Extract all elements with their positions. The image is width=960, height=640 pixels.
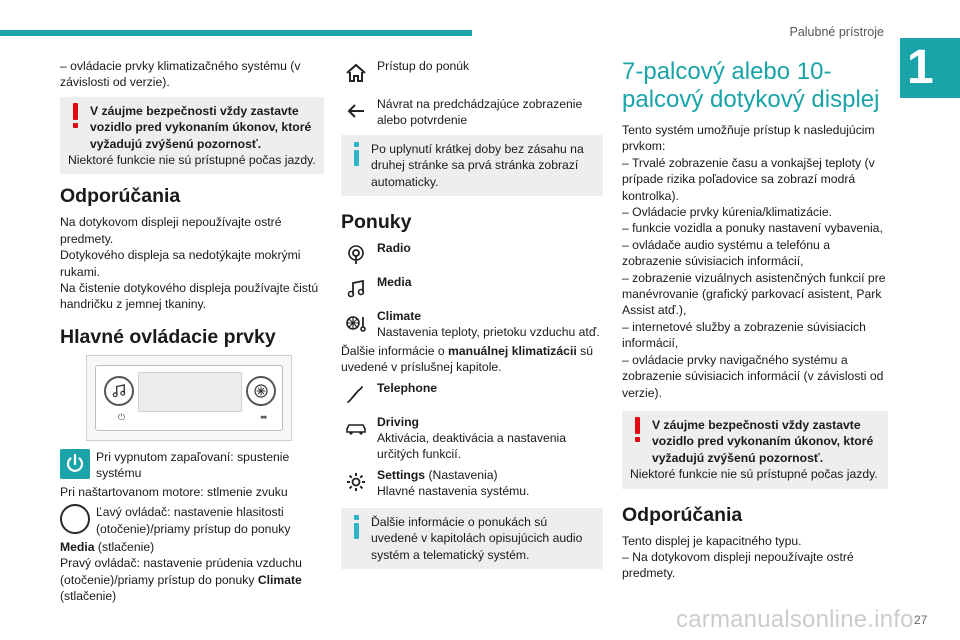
info-text-1: Po uplynutí krátkej doby bez zásahu na druhej stránke sa prvá stránka zobrazí automaticky. — [371, 141, 584, 189]
rec2-1: Tento displej je kapacitného typu. — [622, 533, 802, 548]
settings-desc: Hlavné nastavenia systému. — [377, 484, 530, 499]
knob-row — [60, 504, 324, 537]
rec2-2: – Na dotykovom displeji nepoužívajte ostré predmety. — [622, 549, 854, 581]
settings-text-block — [377, 467, 603, 500]
heading-main-controls: Hlavné ovládacie prvky — [60, 325, 276, 348]
warning-icon-2 — [635, 417, 641, 443]
running-header: Palubné prístroje — [789, 25, 884, 39]
climate-more-c: sú uvedené v príslušnej kapitole. — [341, 343, 593, 375]
warning-bold: V záujme bezpečnosti vždy zastavte vozidlo pred vykonaním úkonov, ktoré vyžadujú zvýšenú pozornosť. — [90, 103, 312, 151]
rec-1: Na dotykovom displeji nepoužívajte ostré predmety. — [60, 215, 282, 246]
driving-text-block — [377, 414, 603, 463]
panel-power-icon: ⏻ — [118, 412, 126, 423]
power-icon — [60, 449, 90, 479]
panel-usb-icon: ⬌ — [260, 412, 268, 423]
info-text-2: Ďalšie informácie o ponukách sú uvedené v kapitolách opisujúcich audio systém a telematický systém. — [371, 514, 583, 562]
display-item-5: – zobrazenie vizuálnych asistenčných funkcií pre manévrovanie (grafický parkovací asistent, Park Assist atď.), — [622, 270, 886, 318]
info-box-2 — [341, 508, 603, 569]
back-arrow-icon — [341, 96, 371, 126]
display-intro: Tento systém umožňuje prístup k nasledujúcim prvkom: — [622, 123, 875, 154]
warning-bold-2: V záujme bezpečnosti vždy zastavte vozidlo pred vykonaním úkonov, ktoré vyžadujú zvýšenú pozornosť. — [652, 417, 874, 465]
radio-icon — [341, 240, 371, 270]
climate-label: Climate — [377, 309, 422, 324]
back-row — [341, 96, 603, 129]
section-title: 7-palcový alebo 10-palcový dotykový displej — [622, 58, 880, 113]
climate-bold: Climate — [257, 572, 302, 587]
climate-more-b: manuálnej klimatizácii — [448, 343, 577, 358]
column-2 — [341, 58, 603, 577]
knob-press-1: (stlačenie) — [94, 539, 155, 554]
knob-cont-2 — [60, 555, 324, 588]
display-item-1: – Trvalé zobrazenie času a vonkajšej teploty (v prípade rizika poľadovice sa zobrazí modrá kontrolka). — [622, 155, 875, 203]
back-text: Návrat na predchádzajúce zobrazenie alebo potvrdenie — [377, 97, 583, 128]
panel-outline — [95, 365, 283, 431]
climate-more — [341, 343, 603, 376]
info-icon-2 — [354, 515, 360, 541]
rec-3: Na čistenie dotykového displeja používajte čistú handričku z jemnej tkaniny. — [60, 281, 319, 312]
telephone-icon — [341, 380, 371, 410]
driving-label: Driving — [377, 414, 419, 429]
panel-screen — [138, 372, 242, 412]
heading-recommendations: Odporúčania — [60, 185, 181, 208]
watermark: carmanualsonline.info — [676, 606, 914, 633]
menu-access-text: Prístup do ponúk — [377, 59, 470, 73]
menu-driving — [341, 414, 603, 463]
climate-fan-icon — [341, 308, 371, 338]
power-row — [60, 449, 324, 482]
car-icon — [341, 414, 371, 444]
right-knob-icon — [246, 376, 276, 406]
display-item-4: – ovládače audio systému a telefónu a zobrazenie súvisiacich informácií, — [622, 237, 831, 269]
warning-text: Niektoré funkcie nie sú prístupné počas jazdy. — [68, 153, 316, 168]
chapter-number: 1 — [907, 41, 934, 94]
menu-telephone — [341, 380, 603, 410]
control-panel-figure — [86, 355, 292, 441]
power-text: Pri vypnutom zapaľovaní: spustenie systému — [96, 449, 290, 481]
knob-cont-3: (stlačenie) — [60, 589, 117, 604]
home-icon — [341, 58, 371, 88]
warning-box-2 — [622, 411, 888, 489]
heading-recommendations-2: Odporúčania — [622, 503, 743, 526]
display-item-3: – funkcie vozidla a ponuky nastavení vybavenia, — [622, 221, 883, 236]
rec-2: Dotykového displeja sa nedotýkajte mokrými rukami. — [60, 248, 301, 279]
media-label: Media — [377, 275, 412, 290]
info-box-1 — [341, 135, 603, 196]
media-bold: Media — [60, 539, 95, 554]
column-1 — [60, 58, 324, 605]
info-icon — [354, 142, 360, 168]
warning-box — [60, 97, 324, 175]
menu-settings — [341, 467, 603, 500]
warning-text-2: Niektoré funkcie nie sú prístupné počas jazdy. — [630, 467, 878, 482]
display-item-6: – internetové služby a zobrazenie súvisiacich informácií, — [622, 319, 866, 351]
music-note-icon — [341, 274, 371, 304]
intro-text: – ovládacie prvky klimatizačného systému (v závislosti od verzie). — [60, 59, 301, 90]
settings-paren: (Nastavenia) — [425, 467, 498, 482]
gear-icon — [341, 467, 371, 497]
heading-menus: Ponuky — [341, 211, 412, 234]
knob-cont-1 — [60, 539, 324, 555]
menu-climate — [341, 308, 603, 341]
settings-line — [377, 467, 603, 483]
settings-label: Settings — [377, 467, 426, 482]
display-item-2: – Ovládacie prvky kúrenia/klimatizácie. — [622, 205, 832, 220]
top-accent-bar — [0, 30, 472, 36]
knob-text: Ľavý ovládač: nastavenie hlasitosti (otočenie)/priamy prístup do ponuky — [96, 505, 291, 536]
climate-more-a: Ďalšie informácie o — [341, 343, 449, 358]
warning-icon — [73, 103, 79, 129]
column-3 — [622, 58, 888, 582]
power-cont: Pri naštartovanom motore: stlmenie zvuku — [60, 484, 288, 499]
climate-desc: Nastavenia teploty, prietoku vzduchu atď. — [377, 325, 600, 340]
menu-media — [341, 274, 603, 304]
menu-radio — [341, 240, 603, 270]
home-row — [341, 58, 603, 88]
knob-right-text: Pravý ovládač: nastavenie prúdenia vzduchu (otočenie)/priamy prístup do ponuky — [60, 556, 302, 587]
climate-text-block — [377, 308, 603, 341]
radio-label: Radio — [377, 241, 411, 256]
page-number: 27 — [914, 613, 928, 627]
display-item-7: – ovládacie prvky navigačného systému a zobrazenie súvisiacich informácií (v závislosti od verzie). — [622, 352, 884, 400]
telephone-label: Telephone — [377, 380, 438, 395]
left-knob-icon — [104, 376, 134, 406]
knob-icon — [60, 504, 90, 534]
driving-desc: Aktivácia, deaktivácia a nastavenia určitých funkcií. — [377, 431, 567, 462]
